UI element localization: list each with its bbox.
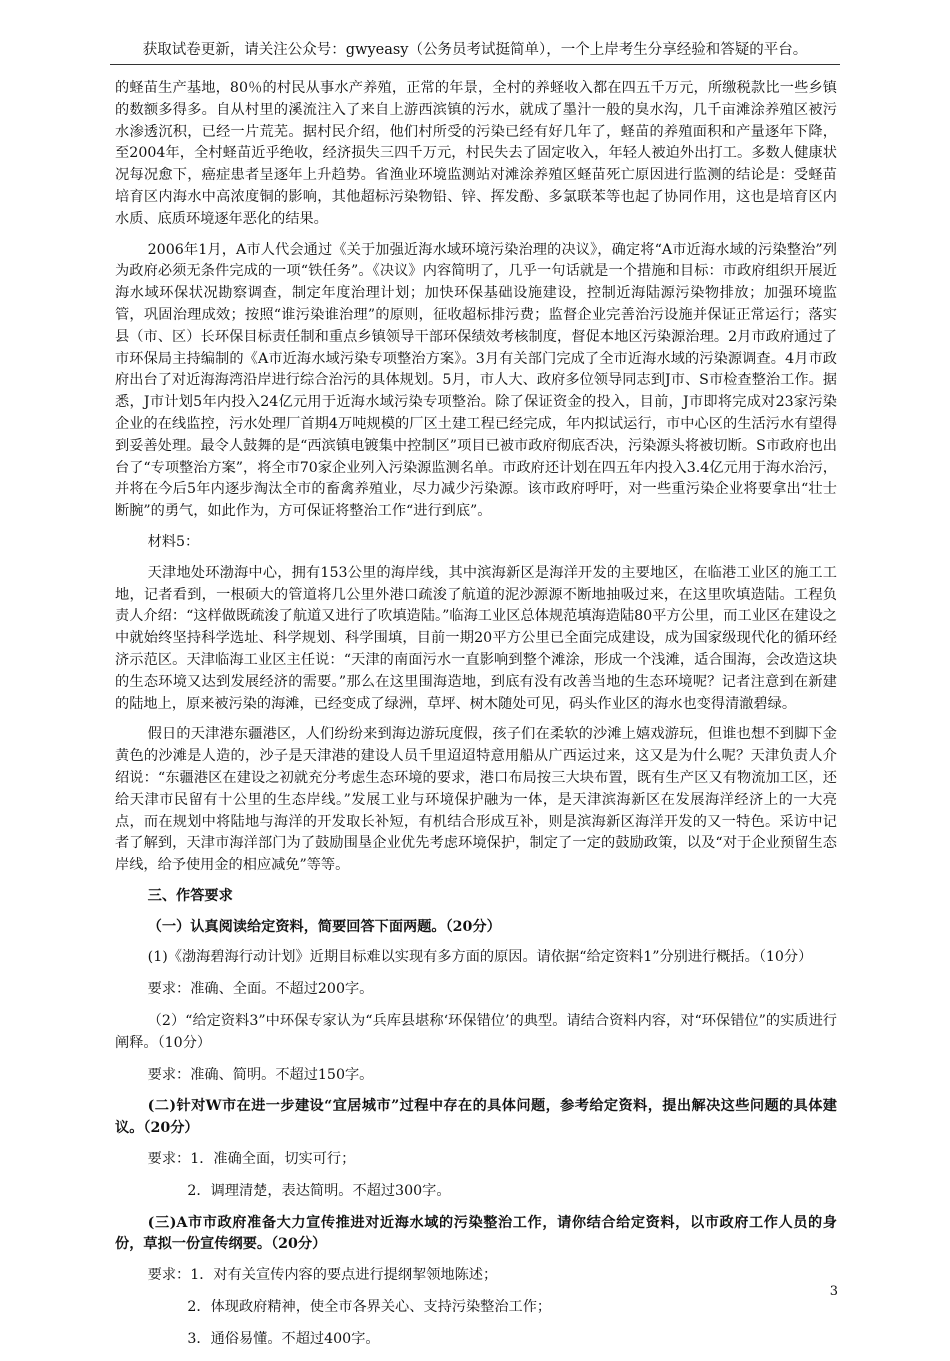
question-3-requirement-2: 2．体现政府精神，使全市各界关心、支持污染整治工作；	[187, 1299, 552, 1316]
question-1-2: （2）“给定资料3”中环保专家认为“兵库县堪称‘环保错位’的典型。请结合资料内容，对“环保错位”的实质进行阐释。（10分）	[115, 1013, 837, 1051]
page-number: 3	[829, 1284, 838, 1299]
page-header: 获取试卷更新，请关注公众号：gwyeasy（公务员考试挺简单），一个上岸考生分享经验和答疑的平台。	[110, 40, 840, 65]
body-paragraph: 的蛏苗生产基地，80％的村民从事水产养殖，正常的年景，全村的养蛏收入都在四五千万元，所缴税款比一些乡镇的数额多得多。自从村里的溪流注入了来自上游西滨镇的污水，就成了墨汁一般的臭水沟，几千亩滩涂养殖区被污水渗透沉积，已经一片荒芜。据村民介绍，他们村所受的污染已经有好几年了，蛏苗的养殖面积和产量逐年下降，至2004年，全村蛏苗近乎绝收，经济损失三四千万元，村民失去了固定收入，年轻人被迫外出打工。多数人健康状况每况愈下，癌症患者呈逐年上升趋势。省渔业环境监测站对滩涂养殖区蛏苗死亡原因进行监测的结论是：受蛏苗培育区内海水中高浓度铜的影响，其他超标污染物铅、锌、挥发酚、多氯联苯等也起了协同作用，这也是培育区内水质、底质环境逐年恶化的结果。	[115, 80, 837, 227]
body-paragraph: 天津地处环渤海中心，拥有153公里的海岸线，其中滨海新区是海洋开发的主要地区，在临港工业区的施工工地，记者看到，一根硕大的管道将几公里外港口疏浚了航道的泥沙源源不断地抽吸过来，在这里吹填造陆。工程负责人介绍：“这样做既疏浚了航道又进行了吹填造陆。”临海工业区总体规范填海造陆80平方公里，而工业区在建设之中就始终坚持科学选址、科学规划、科学围填，目前一期20平方公里已全面完成建设，成为国家级现代化的循环经济示范区。天津临海工业区主任说：“天津的南面污水一直影响到整个滩涂，形成一个浅滩，适合围海，会改造这块的生态环境又达到发展经济的需要。”那么在这里围海造地，到底有没有改善当地的生态环境呢？记者注意到在新建的陆地上，原来被污染的海滩，已经变成了绿洲，草坪、树木随处可见，码头作业区的海水也变得清澈碧绿。	[115, 564, 837, 712]
question-1-1: (1)《渤海碧海行动计划》近期目标难以实现有多方面的原因。请依据“给定资料1”分别进行概括。（10分）	[147, 949, 813, 966]
question-2-requirement-2: 2．调理清楚，表达简明。不超过300字。	[187, 1182, 451, 1199]
question-1-2-requirement: 要求：准确、简明。不超过150字。	[147, 1066, 374, 1083]
material-heading: 材料5：	[147, 533, 200, 550]
question-3-requirement-3: 3．通俗易懂。不超过400字。	[187, 1330, 380, 1347]
question-3-requirement-1: 要求：1．对有关宣传内容的要点进行提纲挈领地陈述；	[147, 1267, 498, 1284]
body-paragraph: 2006年1月，A市人代会通过《关于加强近海水域环境污染治理的决议》，确定将“A市近海水域的污染整治”列为政府必须无条件完成的一项“铁任务”。《决议》内容简明了，几乎一句话就是一个措施和目标：市政府组织开展近海水域环保状况勘察调查，制定年度治理计划；加快环保基础设施建设，控制近海陆源污染物排放；加强环境监管，巩固治理成效；按照“谁污染谁治理”的原则，征收超标排污费；监督企业完善治污设施并保证正常运行；落实县（市、区）长环保目标责任制和重点乡镇领导干部环保绩效考核制度，督促本地区污染源治理。2月市政府通过了市环保局主持编制的《A市近海水域污染专项整治方案》。3月有关部门完成了全市近海水域的污染源调查。4月市政府出台了对近海海湾沿岸进行综合治污的具体规划。5月，市人大、政府多位领导同志到J市、S市检查整治工作。据悉，J市计划5年内投入24亿元用于近海水域污染专项整治。除了保证资金的投入，目前，J市即将完成对23家污染企业的在线监控，污水处理厂首期4万吨规模的厂区土建工程已经完成，年内拟试运行，市中心区的生活污水有望得到妥善处理。最令人鼓舞的是“西滨镇电镀集中控制区”项目已被市政府彻底否决，污染源头将被切断。S市政府也出台了“专项整治方案”，将全市70家企业列入污染源监测名单。市政府还计划在四五年内投入3.4亿元用于海水治污，并将在今后5年内逐步淘汰全市的畜禽养殖业，尽力减少污染源。该市政府呼吁，对一些重污染企业将要拿出“壮士断腕”的勇气，如此作为，方可保证将整治工作“进行到底”。	[115, 241, 837, 520]
question-3-title: (三)A市市政府准备大力宣传推进对近海水域的污染整治工作，请你结合给定资料，以市政府工作人员的身份，草拟一份宣传纲要。（20分）	[115, 1214, 837, 1253]
document-body	[115, 78, 837, 1361]
section-title: 三、作答要求	[147, 887, 233, 904]
question-1-1-requirement: 要求：准确、全面。不超过200字。	[147, 981, 374, 998]
question-2-title: (二)针对W市在进一步建设“宜居城市”过程中存在的具体问题，参考给定资料，提出解决这些问题的具体建议。（20分）	[115, 1098, 837, 1137]
question-1-title: （一）认真阅读给定资料，简要回答下面两题。（20分）	[147, 918, 501, 935]
body-paragraph: 假日的天津港东疆港区，人们纷纷来到海边游玩度假，孩子们在柔软的沙滩上嬉戏游玩，但谁也想不到脚下金黄色的沙滩是人造的，沙子是天津港的建设人员千里迢迢特意用船从广西运过来，这又是为什么呢？天津负责人介绍说：“东疆港区在建设之初就充分考虑生态环境的要求，港口布局按三大块布置，既有生产区又有物流加工区，还给天津市民留有十公里的生态岸线。”发展工业与环境保护融为一体，是天津滨海新区在发展海洋经济上的一大亮点，而在规划中将陆地与海洋的开发取长补短，有机结合形成互补，则是滨海新区海洋开发的又一特色。采访中记者了解到，天津市海洋部门为了鼓励围垦企业优先考虑环境保护，制定了一定的鼓励政策，以及“对于企业预留生态岸线，给予使用金的相应减免”等等。	[115, 726, 837, 874]
question-2-requirement-1: 要求：1．准确全面，切实可行；	[147, 1151, 356, 1168]
